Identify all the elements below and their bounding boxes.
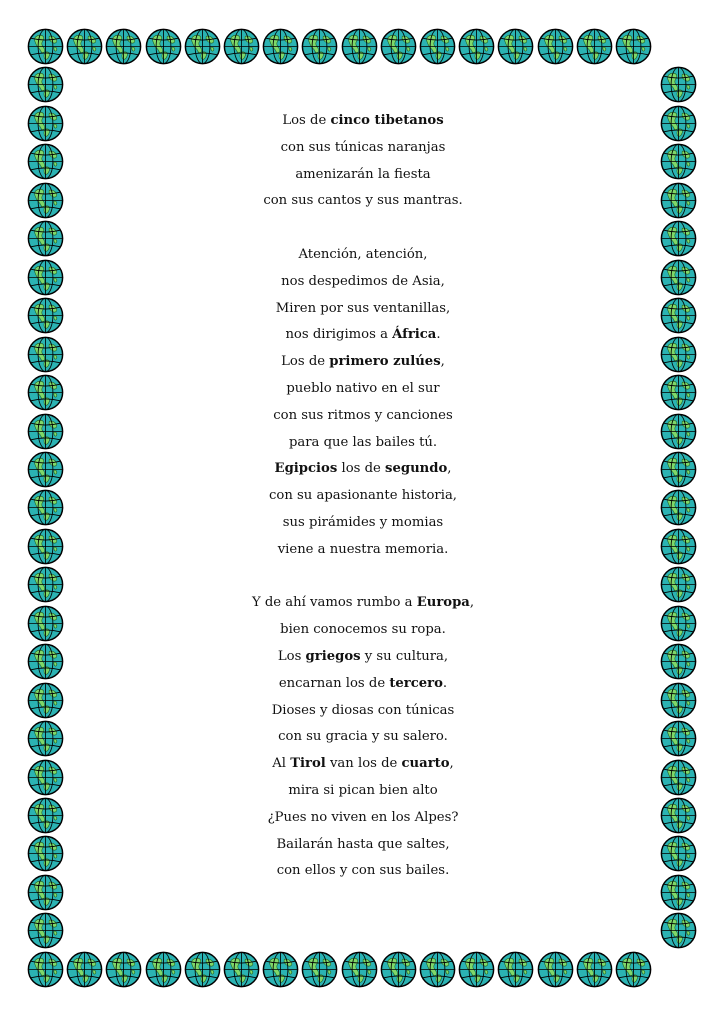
poem-line <box>90 671 636 698</box>
globe-icon <box>27 797 64 834</box>
stanza-break <box>90 564 636 591</box>
globe-icon <box>145 951 182 988</box>
globe-icon <box>341 28 378 65</box>
globe-icon <box>27 912 64 949</box>
line-text: amenizarán la fiesta <box>295 166 431 182</box>
globe-icon <box>660 720 697 757</box>
line-text: sus pirámides y momias <box>282 514 444 530</box>
highlighted-word: segundo <box>385 461 448 477</box>
poem-line <box>90 778 636 805</box>
globe-icon <box>660 297 697 334</box>
globe-icon <box>615 951 652 988</box>
globe-icon <box>660 643 697 680</box>
globe-icon <box>27 66 64 103</box>
globe-icon <box>105 28 142 65</box>
line-text: los de <box>337 461 386 477</box>
globe-icon <box>105 951 142 988</box>
line-text: con sus cantos y sus mantras. <box>263 193 463 209</box>
poem-line <box>90 349 636 376</box>
poem-line <box>90 108 636 135</box>
poem-line <box>90 242 636 269</box>
poem-line <box>90 617 636 644</box>
globe-icon <box>660 682 697 719</box>
globe-icon <box>497 951 534 988</box>
globe-icon <box>27 682 64 719</box>
globe-icon <box>380 28 417 65</box>
line-text: , <box>469 595 475 611</box>
globe-icon <box>537 951 574 988</box>
globe-icon <box>380 951 417 988</box>
globe-icon <box>27 259 64 296</box>
globe-icon <box>184 951 221 988</box>
globe-icon <box>27 951 64 988</box>
globe-icon <box>660 413 697 450</box>
globe-icon <box>27 182 64 219</box>
highlighted-word: Egipcios <box>274 461 338 477</box>
line-text: con su gracia y su salero. <box>278 729 448 745</box>
poem-line <box>90 537 636 564</box>
globe-icon <box>458 28 495 65</box>
highlighted-word: griegos <box>305 648 361 664</box>
poem-line <box>90 644 636 671</box>
globe-icon <box>27 759 64 796</box>
globe-icon <box>660 105 697 142</box>
globe-icon <box>27 643 64 680</box>
line-text: ¿Pues no viven en los Alpes? <box>267 809 459 825</box>
poem-line <box>90 322 636 349</box>
globe-icon <box>576 951 613 988</box>
line-text: , <box>447 461 452 477</box>
globe-icon <box>660 912 697 949</box>
globe-icon <box>27 874 64 911</box>
globe-icon <box>27 143 64 180</box>
poem-line <box>90 510 636 537</box>
poem-line <box>90 590 636 617</box>
globe-icon <box>27 489 64 526</box>
line-text: Bailarán hasta que saltes, <box>276 836 450 852</box>
globe-icon <box>66 28 103 65</box>
globe-icon <box>419 951 456 988</box>
line-text: viene a nuestra memoria. <box>277 541 449 557</box>
globe-icon <box>145 28 182 65</box>
line-text: Miren por sus ventanillas, <box>275 300 451 316</box>
highlighted-word: cuarto <box>401 756 450 772</box>
line-text: , <box>440 354 445 370</box>
globe-icon <box>660 182 697 219</box>
stanza-break <box>90 215 636 242</box>
globe-icon <box>27 605 64 642</box>
line-text: . <box>436 327 441 343</box>
line-text: para que las bailes tú. <box>288 434 438 450</box>
poem-line <box>90 403 636 430</box>
line-text: Los de <box>282 113 331 128</box>
poem-line <box>90 483 636 510</box>
poem <box>90 108 636 885</box>
globe-icon <box>576 28 613 65</box>
globe-icon <box>223 28 260 65</box>
globe-icon <box>660 835 697 872</box>
globe-icon <box>66 951 103 988</box>
poem-line <box>90 162 636 189</box>
globe-icon <box>660 220 697 257</box>
line-text: Atención, atención, <box>298 246 428 262</box>
globe-icon <box>27 835 64 872</box>
line-text: con sus túnicas naranjas <box>280 139 446 155</box>
globe-icon <box>262 951 299 988</box>
globe-icon <box>27 566 64 603</box>
poem-line <box>90 751 636 778</box>
highlighted-word: Tirol <box>290 756 326 772</box>
poem-line <box>90 188 636 215</box>
highlighted-word: África <box>392 327 437 343</box>
highlighted-word: Europa <box>416 595 470 611</box>
poem-line <box>90 296 636 323</box>
line-text: con ellos y con sus bailes. <box>276 863 450 879</box>
globe-icon <box>27 413 64 450</box>
line-text: pueblo nativo en el sur <box>286 380 440 396</box>
line-text: . <box>442 675 448 691</box>
line-text: nos dirigimos a <box>285 327 393 343</box>
poem-line <box>90 858 636 885</box>
globe-icon <box>660 528 697 565</box>
globe-icon <box>660 143 697 180</box>
globe-icon <box>660 66 697 103</box>
highlighted-word: primero zulúes <box>329 354 441 370</box>
highlighted-word: cinco tibetanos <box>330 113 444 128</box>
globe-icon <box>27 720 64 757</box>
line-text: encarnan los de <box>278 675 390 691</box>
line-text: y su cultura, <box>360 648 449 664</box>
poem-line <box>90 456 636 483</box>
poem-line <box>90 430 636 457</box>
line-text: Y de ahí vamos rumbo a <box>251 595 417 611</box>
globe-icon <box>27 528 64 565</box>
globe-icon <box>262 28 299 65</box>
line-text: con su apasionante historia, <box>269 488 457 504</box>
globe-icon <box>27 336 64 373</box>
poem-line <box>90 135 636 162</box>
globe-icon <box>660 605 697 642</box>
globe-icon <box>27 220 64 257</box>
globe-icon <box>660 374 697 411</box>
line-text: , <box>449 756 454 772</box>
globe-icon <box>27 297 64 334</box>
globe-icon <box>660 451 697 488</box>
globe-icon <box>660 259 697 296</box>
globe-icon <box>660 489 697 526</box>
poem-line <box>90 376 636 403</box>
highlighted-word: tercero <box>389 675 443 691</box>
line-text: mira si pican bien alto <box>288 782 438 798</box>
poem-line <box>90 724 636 751</box>
globe-icon <box>223 951 260 988</box>
poem-line <box>90 832 636 859</box>
line-text: van los de <box>325 756 402 772</box>
globe-icon <box>458 951 495 988</box>
globe-icon <box>537 28 574 65</box>
globe-icon <box>184 28 221 65</box>
globe-icon <box>27 28 64 65</box>
line-text: Los de <box>281 354 330 370</box>
globe-icon <box>660 797 697 834</box>
globe-icon <box>660 874 697 911</box>
globe-icon <box>341 951 378 988</box>
line-text: nos despedimos de Asia, <box>281 273 445 289</box>
globe-icon <box>660 566 697 603</box>
line-text: Los <box>277 648 306 664</box>
globe-icon <box>301 28 338 65</box>
poem-line <box>90 805 636 832</box>
globe-icon <box>27 105 64 142</box>
globe-icon <box>660 336 697 373</box>
poem-line <box>90 698 636 725</box>
globe-icon <box>419 28 456 65</box>
line-text: Dioses y diosas con túnicas <box>271 702 455 718</box>
line-text: Al <box>272 756 291 772</box>
line-text: con sus ritmos y canciones <box>273 407 453 423</box>
line-text: bien conocemos su ropa. <box>280 622 446 638</box>
globe-icon <box>497 28 534 65</box>
globe-icon <box>660 759 697 796</box>
globe-icon <box>615 28 652 65</box>
globe-icon <box>301 951 338 988</box>
globe-icon <box>27 374 64 411</box>
globe-icon <box>27 451 64 488</box>
poem-line <box>90 269 636 296</box>
